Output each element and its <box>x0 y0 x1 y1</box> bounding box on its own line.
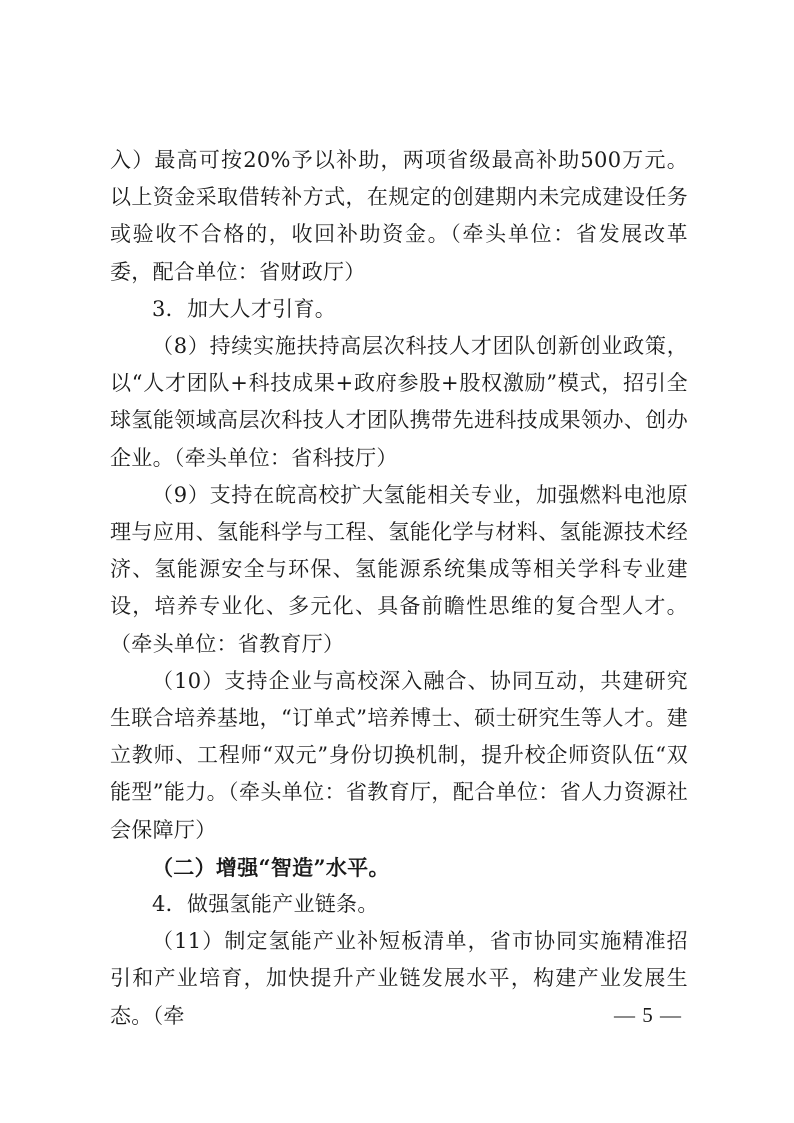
heading-industry-chain: 4．做强氢能产业链条。 <box>152 892 379 917</box>
paragraph-item-9: （9）支持在皖高校扩大氢能相关专业，加强燃料电池原理与应用、氢能科学与工程、氢能化学与材料、氢能源技术经济、氢能源安全与环保、氢能源系统集成等相关学科专业建设，培养专业化、多元化、具备前瞻性思维的复合型人才。（牵头单位：省教育厅） <box>110 482 688 656</box>
heading-talent-introduction: 3．加大人才引育。 <box>152 296 337 321</box>
document-body <box>110 142 688 1035</box>
paragraph-subsidy-continuation: 入）最高可按20%予以补助，两项省级最高补助500万元。以上资金采取借转补方式，在规定的创建期内未完成建设任务或验收不合格的，收回补助资金。（牵头单位：省发展改革委，配合单位：省财政厅） <box>110 148 688 284</box>
section-heading-smart-manufacturing: （二）增强“智造”水平。 <box>152 854 390 880</box>
paragraph-item-8: （8）持续实施扶持高层次科技人才团队创新创业政策，以“人才团队+科技成果+政府参股+股权激励”模式，招引全球氢能领域高层次科技人才团队携带先进科技成果领办、创办企业。（牵头单位：省科技厅） <box>110 334 688 470</box>
paragraph-item-11: （11）制定氢能产业补短板清单，省市协同实施精准招引和产业培育，加快提升产业链发展水平，构建产业发展生态。（牵 <box>110 929 688 1028</box>
paragraph-item-10: （10）支持企业与高校深入融合、协同互动，共建研究生联合培养基地，“订单式”培养博士、硕士研究生等人才。建立教师、工程师“双元”身份切换机制，提升校企师资队伍“双能型”能力。（牵头单位：省教育厅，配合单位：省人力资源社会保障厅） <box>110 668 688 842</box>
page-number: — 5 — <box>614 1003 682 1027</box>
